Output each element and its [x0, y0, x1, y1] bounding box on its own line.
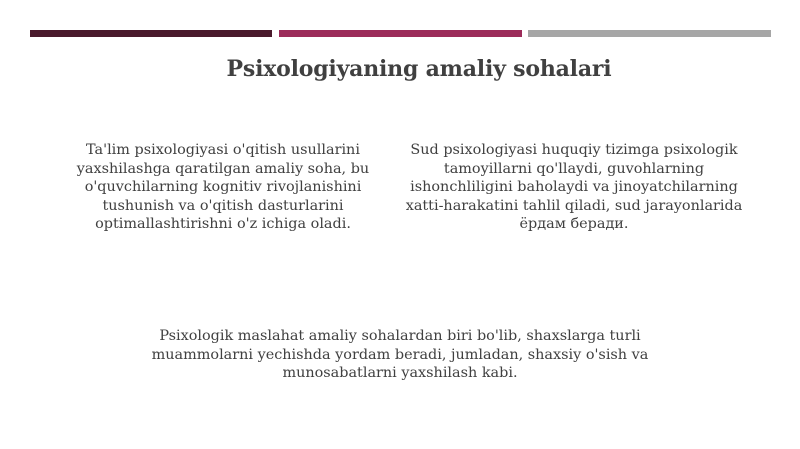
accent-bar-dark: [30, 30, 272, 37]
paragraph-counseling-psychology: Psixologik maslahat amaliy sohalardan biri bo'lib, shaxslarga turli muammolarni yechishda yordam beradi, jumladan, shaxsiy o'sish va munosabatlarni yaxshilash kabi.: [151, 328, 649, 381]
paragraph-forensic-psychology: Sud psixologiyasi huquqiy tizimga psixologik tamoyillarni qo'llaydi, guvohlarning ishonchliligini baholaydi va jinoyatchilarning xatti-harakatini tahlil qiladi, sud jarayonlarida ёрдам беради.: [405, 142, 743, 232]
accent-bar-gray: [528, 30, 771, 37]
accent-bar-magenta: [279, 30, 522, 37]
slide-title: Psixologiyaning amaliy sohalari: [226, 56, 612, 82]
paragraph-educational-psychology: Ta'lim psixologiyasi o'qitish usullarini yaxshilashga qaratilgan amaliy soha, bu o'quvchilarning kognitiv rivojlanishini tushunish va o'qitish dasturlarini optimallashtirishni o'z ichiga oladi.: [76, 142, 370, 232]
